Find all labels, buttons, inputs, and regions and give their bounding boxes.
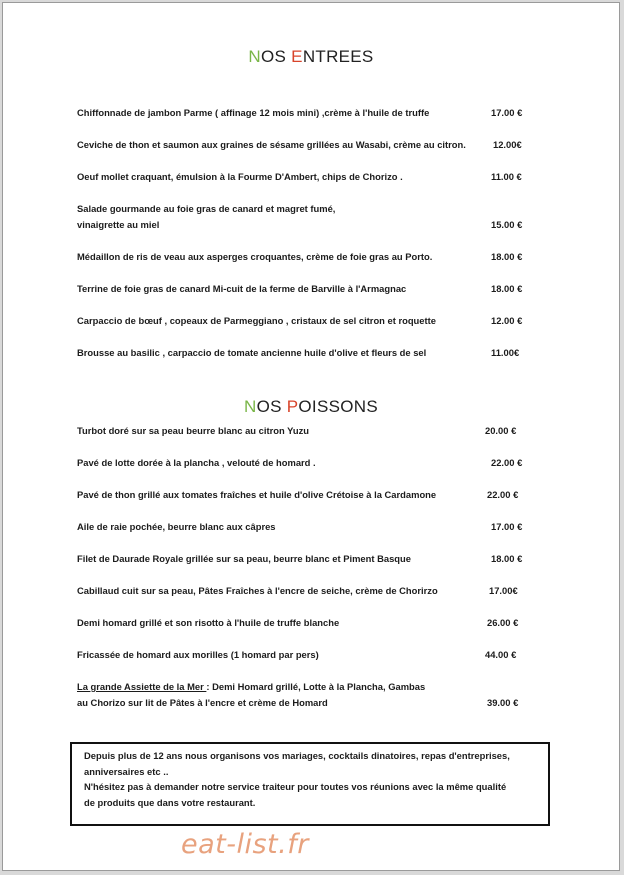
heading-letter-n: N [248, 47, 261, 66]
poisson-item-name: Aile de raie pochée, beurre blanc aux câpres [77, 521, 276, 532]
entree-item-name: Médaillon de ris de veau aux asperges croquantes, crème de foie gras au Porto. [77, 251, 433, 262]
entree-item-price: 12.00 € [491, 315, 523, 326]
poisson-item-name: Cabillaud cuit sur sa peau, Pâtes Fraîches à l'encre de seiche, crème de Chorirzo [77, 585, 438, 596]
poisson-item-price: 17.00 € [491, 521, 523, 532]
heading-part: OS [260, 47, 292, 66]
poisson-item-price: 22.00 € [487, 489, 519, 500]
poisson-item-price: 18.00 € [491, 553, 523, 564]
poisson-item-price: 20.00 € [485, 425, 517, 436]
entree-item-price: 15.00 € [491, 219, 523, 230]
entree-item-name: Terrine de foie gras de canard Mi-cuit de la ferme de Barville à l'Armagnac [77, 283, 407, 294]
heading-part: OS [256, 397, 287, 416]
poisson-item-name: Demi homard grillé et son risotto à l'huile de truffe blanche [77, 617, 340, 628]
entree-item-price: 11.00€ [491, 347, 520, 358]
info-line: Depuis plus de 12 ans nous organisons vos mariages, cocktails dinatoires, repas d'entreprises, [84, 750, 510, 761]
menu-page [2, 2, 620, 871]
entree-item-name: Chiffonnade de jambon Parme ( affinage 12 mois mini) ,crème à l'huile de truffe [77, 107, 430, 118]
entree-item-name-line2: vinaigrette au miel [77, 219, 160, 230]
entree-item-name: Brousse au basilic , carpaccio de tomate ancienne huile d'olive et fleurs de sel [77, 347, 427, 358]
heading-part: OISSONS [298, 397, 378, 416]
poisson-item-name: Pavé de lotte dorée à la plancha , velouté de homard . [77, 457, 316, 468]
entree-item-price: 12.00€ [493, 139, 522, 150]
entree-item-price: 18.00 € [491, 283, 523, 294]
entree-item-price: 11.00 € [491, 171, 522, 182]
entree-item-price: 18.00 € [491, 251, 523, 262]
poisson-item-name: Fricassée de homard aux morilles (1 homard par pers) [77, 649, 319, 660]
poisson-item-name: Turbot doré sur sa peau beurre blanc au citron Yuzu [77, 425, 309, 436]
entree-item-price: 17.00 € [491, 107, 523, 118]
poisson-item-name-underlined: La grande Assiette de la Mer [77, 681, 207, 692]
poissons-heading [3, 397, 619, 417]
poisson-item-name: Pavé de thon grillé aux tomates fraîches et huile d'olive Crétoise à la Cardamone [77, 489, 437, 500]
catering-info-box [70, 742, 550, 826]
poisson-item-name: Filet de Daurade Royale grillée sur sa peau, beurre blanc et Piment Basque [77, 553, 411, 564]
heading-letter-n: N [244, 397, 257, 416]
poisson-item-price: 39.00 € [487, 697, 519, 708]
poisson-item-price: 44.00 € [485, 649, 517, 660]
poisson-item-price: 26.00 € [487, 617, 519, 628]
poisson-item-name-rest: : Demi Homard grillé, Lotte à la Plancha, Gambas [206, 681, 426, 692]
info-line: N'hésitez pas à demander notre service traiteur pour toutes vos réunions avec la même qualité [84, 781, 507, 792]
heading-letter-e: E [291, 47, 303, 66]
entree-item-name: Salade gourmande au foie gras de canard et magret fumé, [77, 203, 336, 214]
poisson-item-name [77, 679, 425, 694]
info-line: anniversaires etc .. [84, 765, 169, 777]
entree-item-name: Oeuf mollet craquant, émulsion à la Fourme D'Ambert, chips de Chorizo . [77, 171, 403, 182]
entrees-heading [3, 47, 619, 67]
poisson-item-price: 22.00 € [491, 457, 523, 468]
watermark-logo: eat-list.fr [181, 829, 309, 860]
info-line: de produits que dans votre restaurant. [84, 796, 256, 808]
poisson-item-price: 17.00€ [489, 585, 518, 596]
heading-letter-p: P [286, 397, 299, 416]
entree-item-name: Carpaccio de bœuf , copeaux de Parmeggiano , cristaux de sel citron et roquette [77, 315, 436, 326]
poisson-item-name-line2: au Chorizo sur lit de Pâtes à l'encre et crème de Homard [77, 697, 328, 708]
entree-item-name: Ceviche de thon et saumon aux graines de sésame grillées au Wasabi, crème au citron. [77, 139, 466, 150]
heading-part: NTREES [302, 47, 374, 66]
